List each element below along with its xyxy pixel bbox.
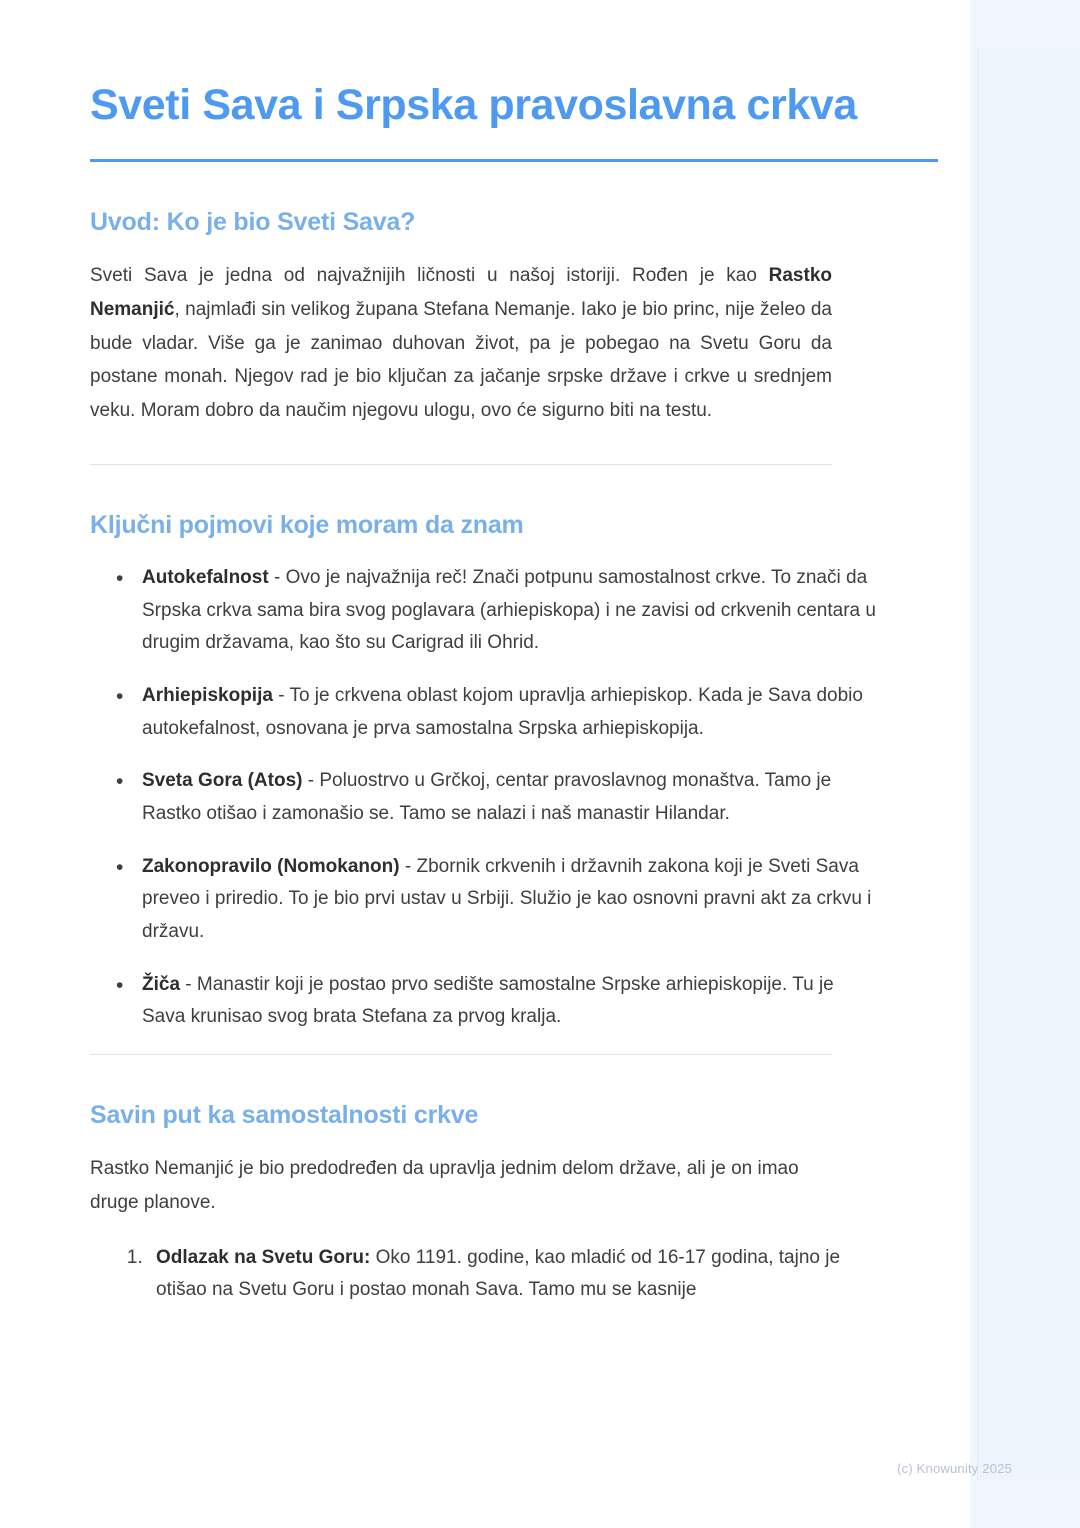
term-description: - To je crkvena oblast kojom upravlja arhiepiskop. Kada je Sava dobio autokefalnost, osnovana je prva samostalna Srpska arhiepiskopija. <box>142 685 863 739</box>
steps-list <box>90 1242 880 1307</box>
step-description: Oko 1191. godine, kao mladić od 16-17 godina, tajno je otišao na Svetu Goru i postao monah Sava. Tamo mu se kasnije <box>156 1246 841 1301</box>
term-description: - Ovo je najvažnija reč! Znači potpunu samostalnost crkve. To znači da Srpska crkva sama bira svog poglavara (arhiepiskopa) i ne zavisi od crkvenih centara u drugim državama, kao što su Carigrad ili Ohrid. <box>142 567 876 654</box>
term-description: - Manastir koji je postao prvo sedište samostalne Srpske arhiepiskopije. Tu je Sava krunisao svog brata Stefana za prvog kralja. <box>142 973 834 1028</box>
section-heading-key-terms: Ključni pojmovi koje moram da znam <box>90 511 524 540</box>
section-divider-2 <box>90 1054 832 1055</box>
term-label: Autokefalnost <box>142 567 269 589</box>
list-item <box>124 969 880 1034</box>
list-item <box>124 680 880 745</box>
section-heading-path: Savin put ka samostalnosti crkve <box>90 1101 479 1130</box>
intro-text-part-2: , najmlađi sin velikog župana Stefana Nemanje. Iako je bio princ, nije želeo da bude vladar. Više ga je zanimao duhovan život, pa je pobegao na Svetu Goru da postane monah. Njegov rad je bio ključan za jačanje srpske države i crkve u srednjem veku. Moram dobro da naučim njegovu ulogu, ovo će sigurno biti na testu. <box>90 298 832 422</box>
path-intro-paragraph: Rastko Nemanjić je bio predodređen da upravlja jednim delom države, ali je on imao druge planove. <box>90 1158 799 1213</box>
list-item <box>148 1242 880 1307</box>
page-title: Sveti Sava i Srpska pravoslavna crkva <box>90 81 857 129</box>
list-item <box>124 851 880 949</box>
page-edge-decoration <box>970 0 1080 1528</box>
term-description: - Poluostrvo u Grčkoj, centar pravoslavnog monaštva. Tamo je Rastko otišao i zamonašio se. Tamo se nalazi i naš manastir Hilandar. <box>142 770 832 825</box>
term-label: Žiča <box>142 973 181 995</box>
term-description: - Zbornik crkvenih i državnih zakona koji je Sveti Sava preveo i priredio. To je bio prvi ustav u Srbiji. Služio je kao osnovni pravni akt za crkvu i državu. <box>142 855 872 943</box>
intro-bold-name: Rastko Nemanjić <box>90 265 832 320</box>
list-item <box>124 765 880 830</box>
watermark: (c) Knowunity 2025 <box>897 1461 1012 1476</box>
intro-paragraph <box>90 259 832 428</box>
term-label: Arhiepiskopija <box>142 685 273 707</box>
section-divider-1 <box>90 464 832 465</box>
term-label: Sveta Gora (Atos) <box>142 770 303 792</box>
page-edge-inner <box>977 48 1080 1480</box>
step-label: Odlazak na Svetu Goru: <box>156 1246 371 1268</box>
title-underline <box>90 159 938 162</box>
term-label: Zakonopravilo (Nomokanon) <box>142 855 400 877</box>
section-heading-intro: Uvod: Ko je bio Sveti Sava? <box>90 208 416 237</box>
list-item <box>124 562 880 660</box>
key-terms-list <box>90 562 880 1034</box>
intro-text-part-1: Sveti Sava je jedna od najvažnijih ličnosti u našoj istoriji. Rođen je kao <box>90 265 769 287</box>
